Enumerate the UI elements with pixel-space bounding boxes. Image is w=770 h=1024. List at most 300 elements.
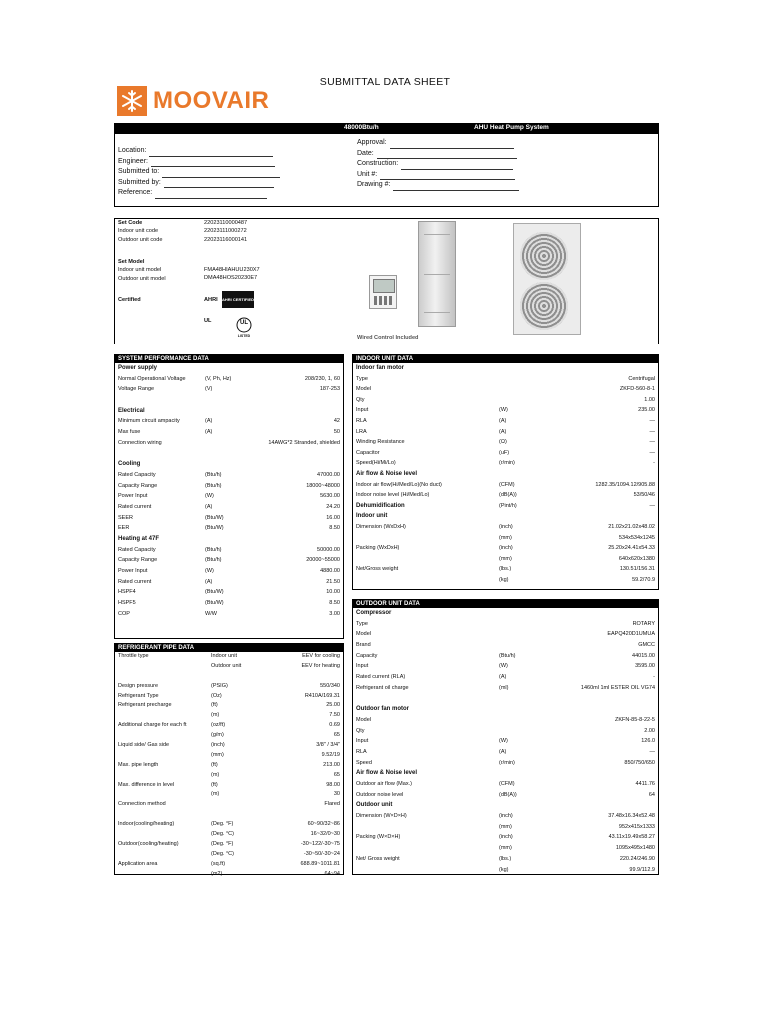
row-value: 99.9/112.9 <box>629 866 655 873</box>
row-spacer <box>115 672 343 682</box>
section-heading <box>115 406 343 417</box>
row-label: Model <box>356 631 371 638</box>
row-unit: (inch) <box>499 813 513 820</box>
row-value: 1282.35/1094.12/905.88 <box>595 481 655 488</box>
row-value: 4880.00 <box>320 568 340 575</box>
row-value: 47000.00 <box>317 471 340 478</box>
moovair-logo-icon <box>117 86 147 116</box>
row-label: Dimension (W×D×H) <box>356 813 407 820</box>
row-label: COP <box>118 610 130 617</box>
row-value: 2.00 <box>644 727 655 734</box>
row-value: GMCC <box>638 642 655 649</box>
table-row <box>115 820 343 830</box>
row-unit: (mm) <box>499 845 512 852</box>
brand-name: MOOVAIR <box>153 87 270 114</box>
row-label: Outdoor unit <box>356 802 393 809</box>
table-row <box>353 522 658 533</box>
row-value: 98.00 <box>326 781 340 788</box>
row-label: SEER <box>118 514 133 521</box>
row-unit: (m) <box>211 712 220 719</box>
table-row <box>115 840 343 850</box>
row-value: 10.00 <box>326 589 340 596</box>
row-unit: (V) <box>205 386 213 393</box>
table-row <box>353 747 658 758</box>
row-unit: (inch) <box>499 523 513 530</box>
row-label: Indoor noise level (Hi/Med/Lo) <box>356 492 430 499</box>
table-row <box>353 854 658 865</box>
table-row <box>353 405 658 416</box>
table-row <box>115 438 343 449</box>
row-value: 42 <box>333 418 340 425</box>
row-value: 50000.00 <box>317 546 340 553</box>
row-unit: (A) <box>499 417 507 424</box>
row-value: 53/50/46 <box>633 492 655 499</box>
row-label: Outdoor(cooling/heating) <box>118 840 179 847</box>
row-unit: (A) <box>499 428 507 435</box>
row-label: Indoor(cooling/heating) <box>118 821 175 828</box>
row-unit: (Btu/h) <box>205 546 222 553</box>
row-value: ZKFN-85-8-22-5 <box>614 716 655 723</box>
row-unit: (Deg. °C) <box>211 831 234 838</box>
row-unit: (CFM) <box>499 781 515 787</box>
row-value: -30~50/-30~24 <box>303 850 340 857</box>
row-spacer <box>353 694 658 705</box>
table-row <box>115 731 343 741</box>
drawing-field[interactable]: Drawing #: <box>357 180 519 191</box>
row-value: — <box>649 449 655 456</box>
row-unit: (kg) <box>499 576 509 583</box>
table-row <box>353 779 658 790</box>
table-row <box>115 771 343 781</box>
row-spacer <box>115 449 343 460</box>
row-label: Rated current <box>118 503 152 510</box>
table-row <box>353 832 658 843</box>
code-labels: Set Code Indoor unit code Outdoor unit code <box>118 220 163 243</box>
table-row <box>115 682 343 692</box>
table-row <box>353 811 658 822</box>
row-value: EEV for heating <box>301 662 340 669</box>
row-unit: (lbs.) <box>499 855 512 862</box>
table-row <box>353 374 658 385</box>
row-unit: (lbs.) <box>499 566 512 573</box>
row-unit: (Pint/h) <box>499 502 517 509</box>
table-row <box>115 587 343 598</box>
row-unit: (m2) <box>211 870 223 877</box>
model-labels: Set Model Indoor unit model Outdoor unit model <box>118 259 166 282</box>
table-row <box>115 781 343 791</box>
row-label: Rated current <box>118 578 152 585</box>
row-label: Application area <box>118 860 158 867</box>
table-row <box>353 564 658 575</box>
row-value: 24.20 <box>326 503 340 510</box>
outdoor-unit-rows <box>353 608 658 875</box>
row-value: Centrifugal <box>628 375 655 382</box>
row-unit: (oz/ft) <box>211 722 226 729</box>
row-unit: (W) <box>205 568 214 575</box>
row-value: 5630.00 <box>320 493 340 500</box>
row-value: — <box>649 439 655 446</box>
row-label: Rated Capacity <box>118 471 156 478</box>
indoor-unit-rows <box>353 363 658 585</box>
row-unit: (A) <box>205 418 213 425</box>
table-row <box>115 701 343 711</box>
row-value: 30 <box>333 791 340 798</box>
table-row <box>115 761 343 771</box>
engineer-field[interactable]: Engineer: <box>118 157 280 168</box>
row-label: RLA <box>356 748 367 755</box>
row-unit: (sq.ft) <box>211 860 226 867</box>
capacity-label: 48000Btu/h <box>344 124 379 131</box>
row-label: Max. pipe length <box>118 761 159 768</box>
row-unit: (Deg. °C) <box>211 850 234 857</box>
row-unit: (PSIG) <box>211 682 228 689</box>
row-label: Net/Gross weight <box>356 566 399 573</box>
reference-field[interactable]: Reference: <box>118 188 280 199</box>
table-row <box>353 790 658 801</box>
system-label: AHU Heat Pump System <box>474 124 549 131</box>
row-unit: (r/min) <box>499 759 515 766</box>
table-row <box>115 870 343 880</box>
row-label: Max fuse <box>118 429 141 436</box>
row-label: EER <box>118 525 130 532</box>
row-unit: (ml) <box>499 684 509 691</box>
row-unit: (inch) <box>499 545 513 552</box>
table-row <box>353 672 658 683</box>
row-label: LRA <box>356 428 367 435</box>
row-unit: (W) <box>499 407 508 414</box>
row-unit: (Btu/h) <box>205 471 222 478</box>
table-row <box>115 652 343 662</box>
outdoor-unit-image <box>513 223 581 335</box>
section-heading <box>353 608 658 619</box>
table-row <box>115 491 343 502</box>
refrigerant-panel <box>114 643 344 875</box>
model-values: FMA48HIAHUU230X7 DMA48HOS20230E7 <box>204 267 260 282</box>
table-row <box>115 566 343 577</box>
row-label: Speed(Hi/Mi/Lo) <box>356 460 396 467</box>
row-label: Refrigerant oil charge <box>356 684 409 691</box>
table-row <box>353 822 658 833</box>
row-label: Normal Operational Voltage <box>118 375 186 382</box>
row-label: Refrigerant precharge <box>118 702 172 709</box>
section-heading <box>115 459 343 470</box>
table-row <box>115 545 343 556</box>
row-value: 16.00 <box>326 514 340 521</box>
table-row <box>353 416 658 427</box>
table-row <box>115 850 343 860</box>
row-value: 640x620x1380 <box>618 555 655 562</box>
table-row <box>115 577 343 588</box>
row-unit: (V, Ph, Hz) <box>205 375 232 382</box>
location-field[interactable]: Location: <box>118 146 280 157</box>
table-row <box>115 609 343 620</box>
table-row <box>353 758 658 769</box>
row-value: 14AWG*2 Stranded, shielded <box>268 439 340 446</box>
row-label: Rated Capacity <box>118 546 156 553</box>
section-heading <box>353 511 658 522</box>
row-label: Throttle type <box>118 653 149 659</box>
row-unit: (inch) <box>499 834 513 841</box>
row-label: Qty <box>356 727 365 734</box>
row-label: Max. difference in level <box>118 781 175 788</box>
section-heading <box>115 534 343 545</box>
row-value: 3595.00 <box>635 663 655 670</box>
page-title: SUBMITTAL DATA SHEET <box>319 76 451 88</box>
row-unit: (mm) <box>211 751 224 758</box>
row-label: Capacitor <box>356 449 380 456</box>
row-label: Capacity Range <box>118 482 158 489</box>
row-label: Capacity Range <box>118 557 158 564</box>
row-label: Indoor unit <box>356 513 388 520</box>
row-unit: (Btu/W) <box>205 514 224 521</box>
table-row <box>353 490 658 501</box>
table-row <box>115 751 343 761</box>
table-row <box>353 865 658 876</box>
row-label: Rated current (RLA) <box>356 674 406 681</box>
row-label: Additional charge for each ft <box>118 722 187 729</box>
table-row <box>115 481 343 492</box>
row-value: 235.00 <box>638 407 655 414</box>
row-value: 688.89~1011.81 <box>300 860 340 867</box>
row-label: Liquid side/ Gas side <box>118 742 170 749</box>
table-row <box>115 692 343 702</box>
unit-field[interactable]: Unit #: <box>357 170 519 181</box>
row-value: 25.20x24.41x54.33 <box>608 545 655 552</box>
row-unit: (Btu/W) <box>205 600 224 607</box>
outdoor-unit-header: OUTDOOR UNIT DATA <box>353 600 658 608</box>
row-value: 187-253 <box>319 386 340 393</box>
row-label: Power Input <box>118 493 148 500</box>
row-value: 1460ml 1ml ESTER OIL VG74 <box>580 684 655 691</box>
table-row <box>353 683 658 694</box>
row-unit: (kg) <box>499 866 509 873</box>
table-row <box>353 619 658 630</box>
row-unit: (Deg. °F) <box>211 821 234 828</box>
row-unit: (mm) <box>499 823 512 830</box>
row-value: 126.0 <box>641 738 655 745</box>
section-heading <box>353 800 658 811</box>
row-label: Capacity <box>356 652 378 659</box>
row-unit: (Btu/h) <box>205 557 222 564</box>
row-value: 37.48x16.34x52.48 <box>608 813 655 820</box>
approval-field[interactable]: Approval: <box>357 138 519 149</box>
indoor-unit-image <box>418 221 456 327</box>
info-left <box>118 146 280 199</box>
row-unit: (Btu/h) <box>205 482 222 489</box>
info-right <box>357 138 519 191</box>
row-value: EEV for cooling <box>302 653 340 659</box>
section-heading <box>353 501 658 512</box>
table-row <box>115 427 343 438</box>
row-value: 3.00 <box>329 610 340 617</box>
certified-label: Certified <box>118 297 141 303</box>
table-row <box>353 575 658 586</box>
row-value: R410A/169.31 <box>304 692 340 699</box>
row-label: Design pressure <box>118 682 159 689</box>
row-unit: (Deg. °F) <box>211 840 234 847</box>
submitted-by-field[interactable]: Submitted by: <box>118 178 280 189</box>
ul-label: UL <box>204 318 212 324</box>
row-label: Voltage Range <box>118 386 155 393</box>
row-label: Model <box>356 386 371 393</box>
row-label: Qty <box>356 396 365 403</box>
wired-controller-image <box>369 275 397 309</box>
refrigerant-header: REFRIGERANT PIPE DATA <box>115 644 343 652</box>
table-row <box>353 458 658 469</box>
row-unit: (uF) <box>499 449 510 456</box>
table-row <box>353 384 658 395</box>
section-heading <box>353 704 658 715</box>
row-value: 25.00 <box>326 702 340 709</box>
table-row <box>115 800 343 810</box>
indoor-unit-header: INDOOR UNIT DATA <box>353 355 658 363</box>
row-value: Flared <box>324 801 340 808</box>
row-label: Packing (W×D×H) <box>356 834 401 841</box>
system-performance-rows <box>115 363 343 620</box>
row-label: Heating at 47F <box>118 536 160 542</box>
row-value: 213.00 <box>323 761 340 768</box>
row-label: Type <box>356 620 368 627</box>
row-value: -30~122/-30~75 <box>300 840 340 847</box>
construction-field[interactable]: Construction: <box>357 159 519 170</box>
row-value: 7.50 <box>329 712 340 719</box>
row-value: 43.11x19.49x58.27 <box>608 834 655 841</box>
table-row <box>353 437 658 448</box>
table-row <box>353 480 658 491</box>
table-row <box>353 554 658 565</box>
ul-listed-icon: UL LISTED <box>237 320 251 338</box>
row-value: 8.50 <box>329 525 340 532</box>
indoor-unit-panel <box>352 354 659 590</box>
row-value: 64~94 <box>324 870 340 877</box>
row-value: 220.24/246.90 <box>619 855 655 862</box>
row-unit: (ft) <box>211 781 218 788</box>
row-label: HSPF4 <box>118 589 136 596</box>
row-value: 0.69 <box>329 722 340 729</box>
row-unit: Indoor unit <box>211 653 237 659</box>
row-label: HSPF5 <box>118 600 136 607</box>
row-unit: (W) <box>205 493 214 500</box>
row-value: 1.00 <box>644 396 655 403</box>
table-row <box>115 598 343 609</box>
table-row <box>115 741 343 751</box>
table-row <box>115 830 343 840</box>
row-value: ROTARY <box>632 620 655 627</box>
header-bar <box>114 123 659 134</box>
table-row <box>115 384 343 395</box>
row-label: Electrical <box>118 407 145 414</box>
row-value: 3/8" / 3/4" <box>316 742 340 749</box>
table-row <box>353 533 658 544</box>
row-label: Connection wiring <box>118 439 162 446</box>
unit-identification <box>114 218 659 344</box>
row-spacer <box>115 395 343 406</box>
table-row <box>353 715 658 726</box>
row-label: Power supply <box>118 365 158 371</box>
row-unit: (m) <box>211 771 220 778</box>
row-unit: (Btu/W) <box>205 525 224 532</box>
row-label: Air flow & Noise level <box>356 470 418 477</box>
row-unit: (A) <box>499 748 507 755</box>
row-unit: (dB(A)) <box>499 791 517 798</box>
row-label: Cooling <box>118 461 141 468</box>
wired-control-note: Wired Control Included <box>357 335 419 341</box>
row-unit: (ft) <box>211 761 218 768</box>
row-unit: (A) <box>205 503 213 510</box>
row-value: 21.50 <box>326 578 340 585</box>
row-label: Speed <box>356 759 372 766</box>
table-row <box>353 726 658 737</box>
row-label: Refrigerant Type <box>118 692 159 699</box>
section-heading <box>353 363 658 374</box>
ahri-certified-icon: AHRI CERTIFIED <box>222 291 254 308</box>
row-unit: (mm) <box>499 555 512 562</box>
section-heading <box>353 768 658 779</box>
row-unit: (mm) <box>499 534 512 541</box>
brand-logo <box>117 86 269 116</box>
row-unit: (Ω) <box>499 439 507 446</box>
row-spacer <box>115 810 343 820</box>
row-unit: (m) <box>211 791 220 798</box>
row-unit: (A) <box>205 578 213 585</box>
row-value: — <box>649 748 655 755</box>
row-unit: (W) <box>499 738 508 745</box>
system-performance-header: SYSTEM PERFORMANCE DATA <box>115 355 343 363</box>
row-label: Type <box>356 375 368 382</box>
row-value: 20000~55000 <box>306 557 340 564</box>
table-row <box>115 502 343 513</box>
outdoor-unit-panel <box>352 599 659 875</box>
row-label: Dehumidification <box>356 502 405 509</box>
row-label: Dimension (WxDxH) <box>356 523 406 530</box>
row-value: 16~32/0~30 <box>310 831 340 838</box>
code-values: 22023110000487 22023111000272 22023116000141 <box>204 220 248 243</box>
row-label: Minimum circuit ampacity <box>118 418 180 425</box>
section-heading <box>353 469 658 480</box>
date-field[interactable]: Date: <box>357 149 519 160</box>
row-value: 550/340 <box>320 682 340 689</box>
table-row <box>353 543 658 554</box>
table-row <box>115 790 343 800</box>
row-unit: (ft) <box>211 702 218 709</box>
row-value: 952x415x1333 <box>618 823 655 830</box>
row-value: 208/230, 1, 60 <box>304 375 340 382</box>
row-label: Power Input <box>118 568 148 575</box>
table-row <box>353 651 658 662</box>
ahri-label: AHRI <box>204 297 218 303</box>
row-value: EAPQ420D1UMUA <box>607 631 655 638</box>
row-value: 65 <box>333 732 340 739</box>
row-label: Brand <box>356 642 371 649</box>
row-label: Compressor <box>356 610 392 616</box>
row-unit: (Btu/h) <box>499 652 516 659</box>
row-value: — <box>649 428 655 435</box>
row-value: 65 <box>333 771 340 778</box>
table-row <box>115 513 343 524</box>
row-value: 4411.76 <box>635 781 655 787</box>
row-value: — <box>649 417 655 424</box>
row-unit: (A) <box>499 674 507 681</box>
row-label: Input <box>356 738 369 745</box>
row-label: RLA <box>356 417 367 424</box>
row-value: - <box>653 674 655 681</box>
project-info <box>114 134 659 207</box>
row-value: 1095x495x1480 <box>615 845 655 852</box>
submitted-to-field[interactable]: Submitted to: <box>118 167 280 178</box>
row-unit: Outdoor unit <box>211 662 242 669</box>
table-row <box>115 523 343 534</box>
table-row <box>115 662 343 672</box>
